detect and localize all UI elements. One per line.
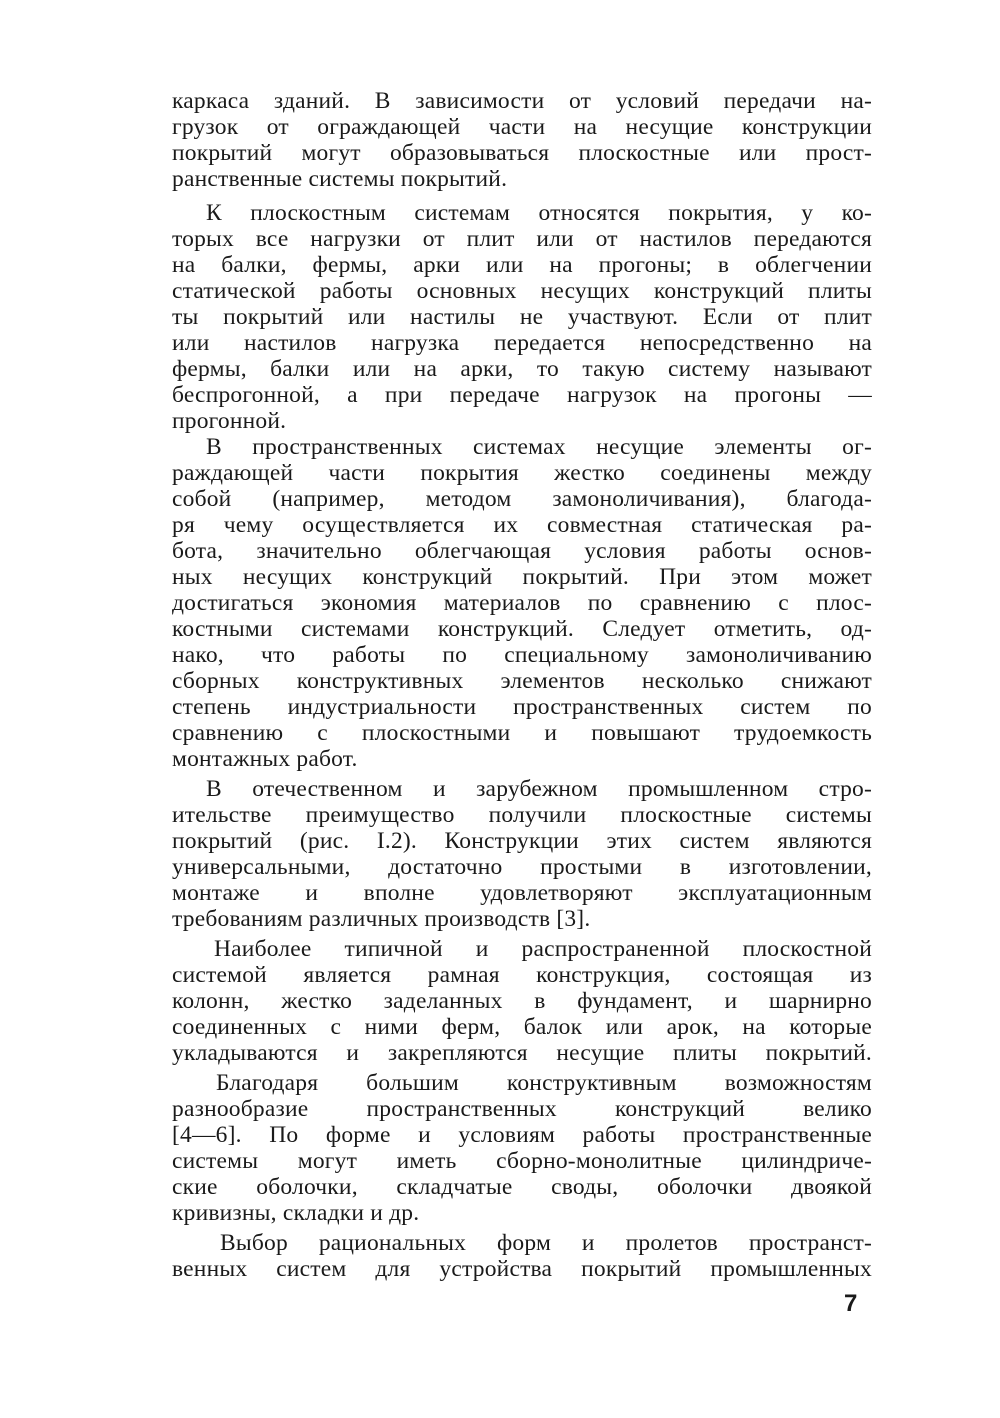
text-line: соединенных с ними ферм, балок или арок, на которые xyxy=(172,1014,872,1040)
paragraph-first-line: В отечественном и зарубежном промышленном стро- xyxy=(206,776,872,802)
text-line: фермы, балки или на арки, то такую систему называют xyxy=(172,356,872,382)
text-line: торых все нагрузки от плит или от настилов передаются xyxy=(172,226,872,252)
text-line: сборных конструктивных элементов несколько снижают xyxy=(172,668,872,694)
text-line: грузок от ограждающей части на несущие конструкции xyxy=(172,114,872,140)
text-line: бота, значительно облегчающая условия работы основ- xyxy=(172,538,872,564)
text-line: требованиям различных производств [3]. xyxy=(172,906,591,932)
text-line: прогонной. xyxy=(172,408,287,434)
paragraph-first-line: К плоскостным системам относятся покрытия, у ко- xyxy=(206,200,872,226)
text-line: ительстве преимущество получили плоскостные системы xyxy=(172,802,872,828)
text-line: системы могут иметь сборно-монолитные цилиндриче- xyxy=(172,1148,872,1174)
text-line: каркаса зданий. В зависимости от условий передачи на- xyxy=(172,88,872,114)
text-line: разнообразие пространственных конструкций велико xyxy=(172,1096,872,1122)
text-line: покрытий могут образовываться плоскостные или прост- xyxy=(172,140,872,166)
paragraph-first-line: Выбор рациональных форм и пролетов пространст- xyxy=(220,1230,872,1256)
text-line: или настилов нагрузка передается непосредственно на xyxy=(172,330,872,356)
text-line: ранственные системы покрытий. xyxy=(172,166,508,192)
text-line: [4—6]. По форме и условиям работы пространственные xyxy=(172,1122,872,1148)
text-line: костными системами конструкций. Следует отметить, од- xyxy=(172,616,872,642)
text-line: монтажных работ. xyxy=(172,746,358,772)
text-line: колонн, жестко заделанных в фундамент, и шарнирно xyxy=(172,988,872,1014)
text-line: универсальными, достаточно простыми в изготовлении, xyxy=(172,854,872,880)
paragraph-first-line: Благодаря большим конструктивным возможностям xyxy=(216,1070,872,1096)
text-line: на балки, фермы, арки или на прогоны; в облегчении xyxy=(172,252,872,278)
text-line: собой (например, методом замоноличивания), благода- xyxy=(172,486,872,512)
text-line: ря чему осуществляется их совместная статическая ра- xyxy=(172,512,872,538)
paragraph-first-line: В пространственных системах несущие элементы ог- xyxy=(206,434,872,460)
text-line: монтаже и вполне удовлетворяют эксплуатационным xyxy=(172,880,872,906)
text-line: кривизны, складки и др. xyxy=(172,1200,420,1226)
text-line: беспрогонной, а при передаче нагрузок на прогоны — xyxy=(172,382,872,408)
text-line: системой является рамная конструкция, состоящая из xyxy=(172,962,872,988)
text-line: степень индустриальности пространственных систем по xyxy=(172,694,872,720)
text-line: раждающей части покрытия жестко соединены между xyxy=(172,460,872,486)
paragraph-first-line: Наиболее типичной и распространенной плоскостной xyxy=(214,936,872,962)
text-line: статической работы основных несущих конструкций плиты xyxy=(172,278,872,304)
text-line: венных систем для устройства покрытий промышленных xyxy=(172,1256,872,1282)
text-line: достигаться экономия материалов по сравнению с плос- xyxy=(172,590,872,616)
text-line: укладываются и закрепляются несущие плиты покрытий. xyxy=(172,1040,872,1066)
text-line: покрытий (рис. I.2). Конструкции этих систем являются xyxy=(172,828,872,854)
text-line: сравнению с плоскостными и повышают трудоемкость xyxy=(172,720,872,746)
text-line: ты покрытий или настилы не участвуют. Если от плит xyxy=(172,304,872,330)
text-line: ские оболочки, складчатые своды, оболочки двоякой xyxy=(172,1174,872,1200)
text-line: ных несущих конструкций покрытий. При этом может xyxy=(172,564,872,590)
text-line: нако, что работы по специальному замоноличиванию xyxy=(172,642,872,668)
page-number: 7 xyxy=(844,1290,858,1317)
